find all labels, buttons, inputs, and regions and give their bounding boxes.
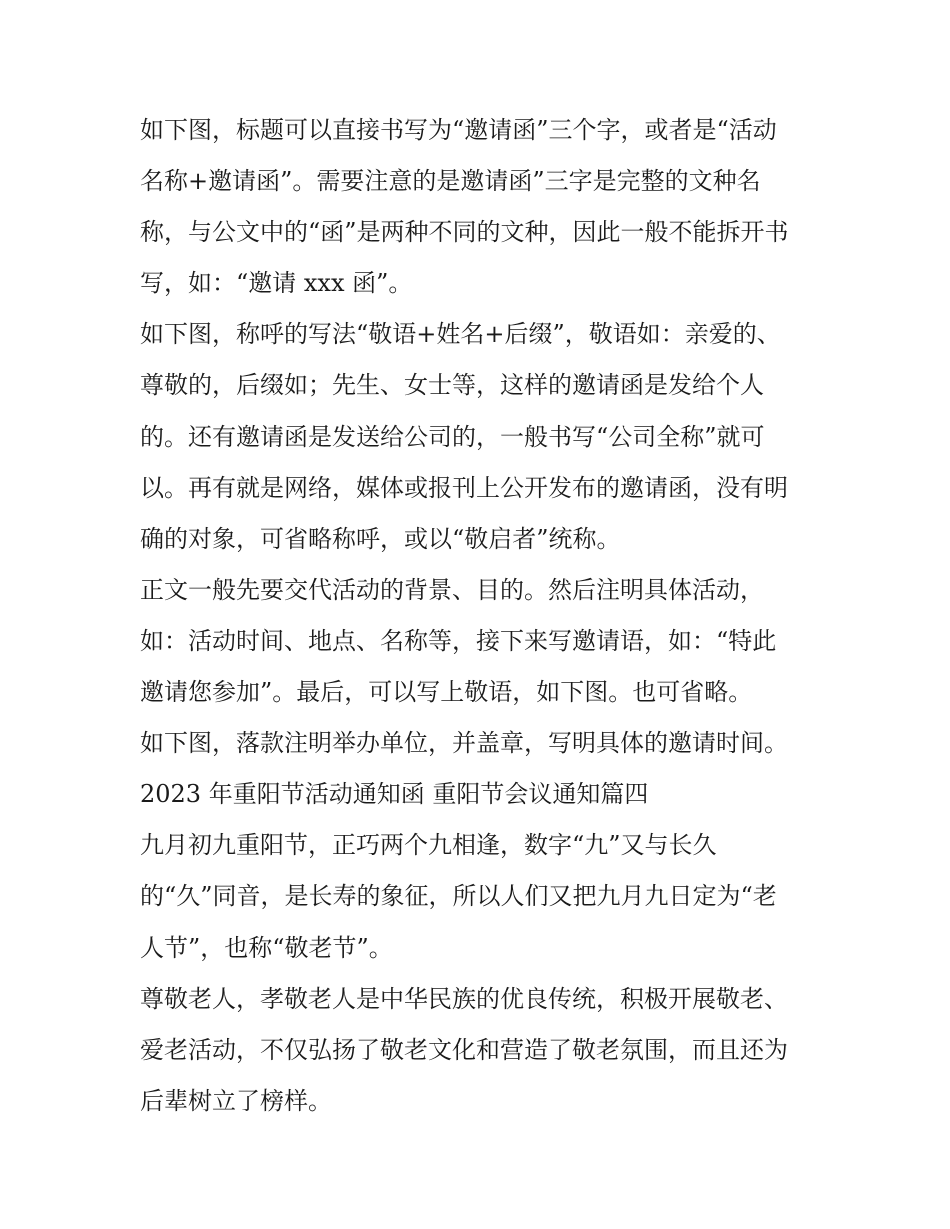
text-line: 写，如：“邀请 xxx 函”。	[140, 269, 413, 298]
text-line: 正文一般先要交代活动的背景、目的。然后注明具体活动，	[140, 575, 764, 604]
text-line: 如下图，落款注明举办单位，并盖章，写明具体的邀请时间。	[140, 729, 788, 758]
document-body	[140, 108, 820, 1130]
text-line: 以。再有就是网络，媒体或报刊上公开发布的邀请函，没有明	[140, 473, 788, 502]
text-line: 九月初九重阳节，正巧两个九相逢，数字“九”又与长久	[140, 831, 717, 860]
section-heading: 2023 年重阳节活动通知函 重阳节会议通知篇四	[140, 780, 649, 809]
text-line: 如：活动时间、地点、名称等，接下来写邀请语，如：“特此	[140, 626, 777, 655]
text-line: 人节”，也称“敬老节”。	[140, 933, 393, 962]
text-line: 名称+邀请函”。需要注意的是邀请函”三字是完整的文种名	[140, 167, 761, 196]
text-line: 的。还有邀请函是发送给公司的，一般书写“公司全称”就可	[140, 422, 765, 451]
text-line: 爱老活动，不仅弘扬了敬老文化和营造了敬老氛围，而且还为	[140, 1035, 788, 1064]
text-line: 如下图，称呼的写法“敬语+姓名+后缀”，敬语如：亲爱的、	[140, 320, 781, 349]
text-line: 尊敬老人，孝敬老人是中华民族的优良传统，积极开展敬老、	[140, 984, 788, 1013]
text-line: 尊敬的，后缀如；先生、女士等，这样的邀请函是发给个人	[140, 371, 764, 400]
text-line: 如下图，标题可以直接书写为“邀请函”三个字，或者是“活动	[140, 116, 777, 144]
text-line: 后辈树立了榜样。	[140, 1086, 332, 1115]
text-line: 称，与公文中的“函”是两种不同的文种，因此一般不能拆开书	[140, 218, 789, 247]
text-line: 邀请您参加”。最后，可以写上敬语，如下图。也可省略。	[140, 678, 753, 707]
text-line: 确的对象，可省略称呼，或以“敬启者”统称。	[140, 524, 621, 553]
text-line: 的“久”同音，是长寿的象征，所以人们又把九月九日定为“老	[140, 882, 777, 911]
